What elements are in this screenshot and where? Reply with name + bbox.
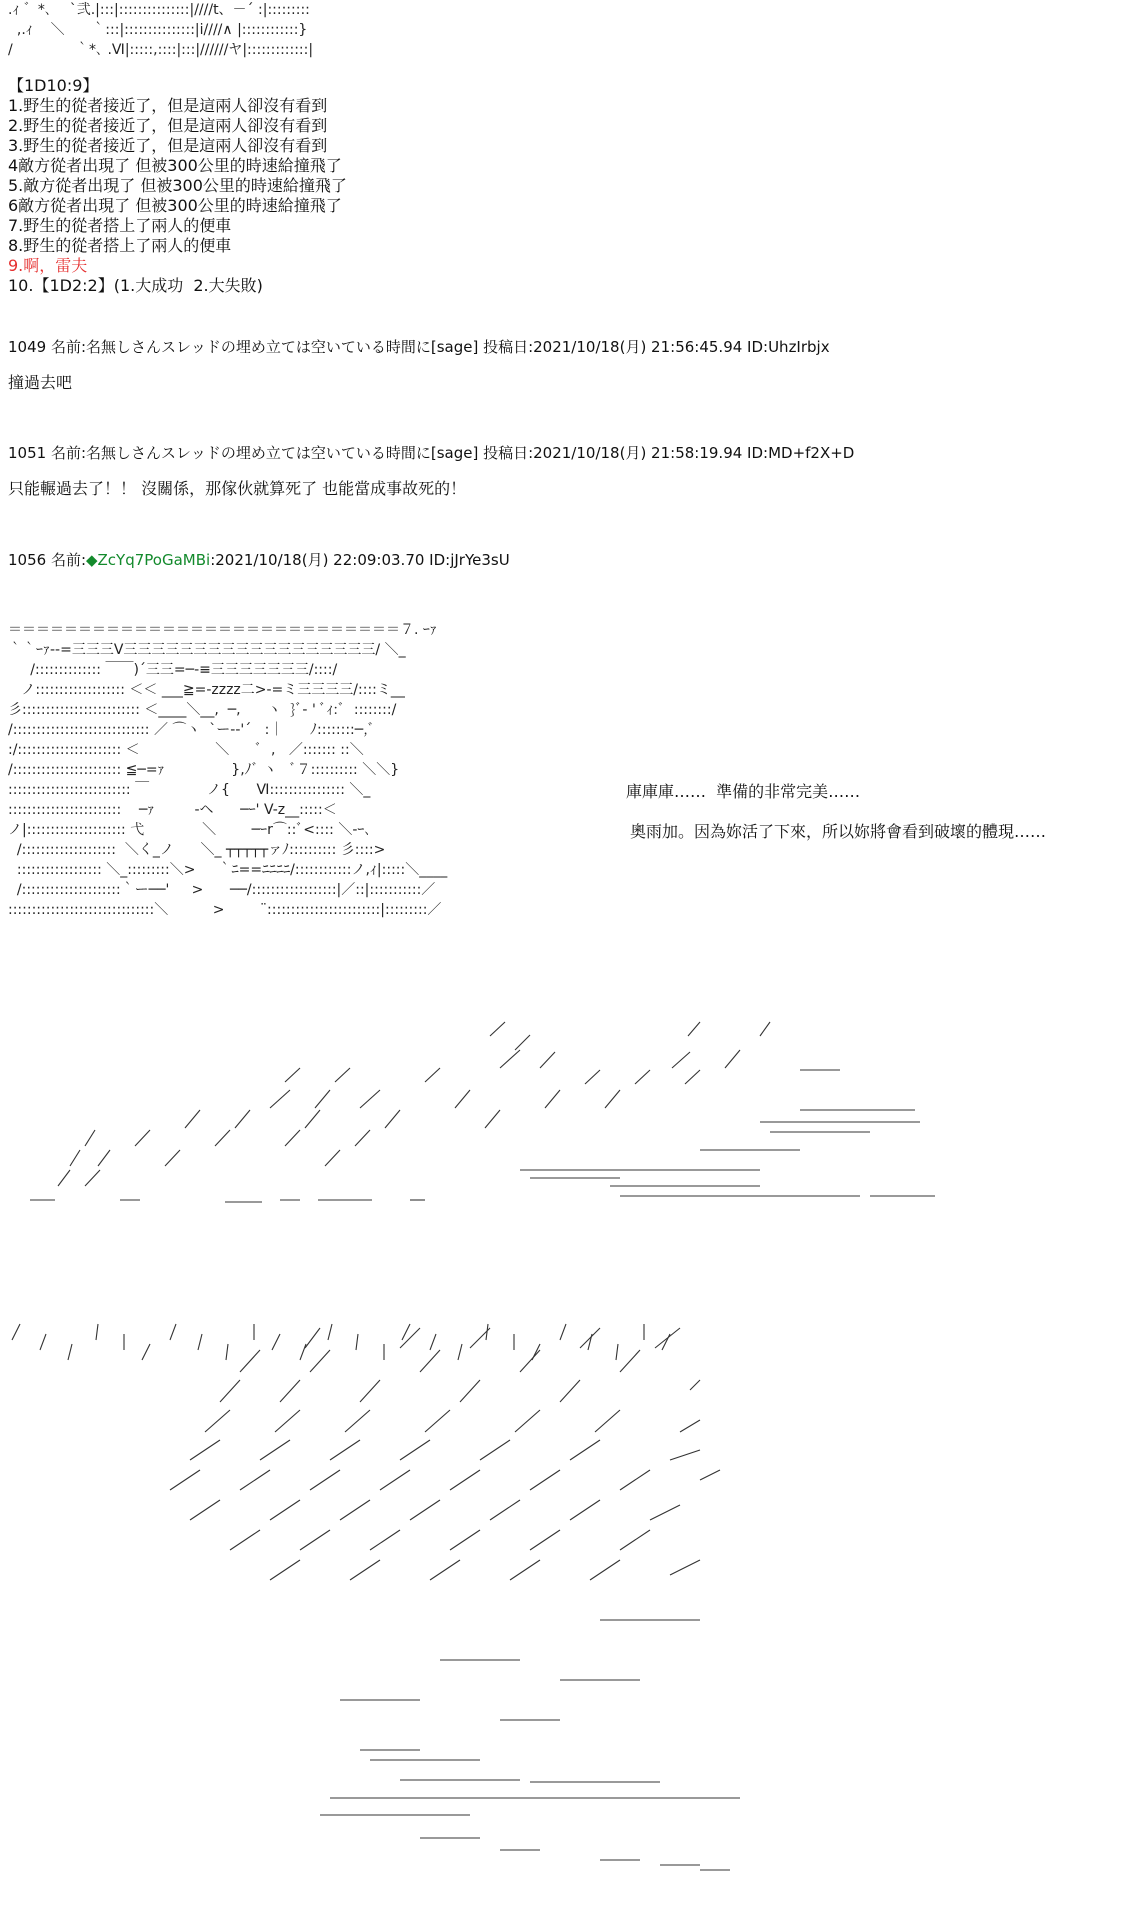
- burst-stroke: [490, 1500, 520, 1520]
- header-art-line: / ｀*､ .Ⅵ|:::::,::::|:::|//////ヤ|:::::::::::::|: [8, 42, 314, 58]
- post-date-id: :2021/10/18(月) 22:09:03.70 ID:jJrYe3sU: [210, 551, 510, 569]
- speech-line: 奧雨加。因為妳活了下來，所以妳將會看到破壞的體現……: [630, 822, 1047, 841]
- scene-art-line: :::::::::::::::::::::::: ─ｧ -ヘ ─ｰ' V-z__:::::＜: [8, 802, 337, 818]
- speed-stroke: [635, 1070, 650, 1084]
- burst-stroke: [12, 1324, 20, 1340]
- burst-stroke: [170, 1470, 200, 1490]
- dice-roll-list: [8, 76, 347, 296]
- burst-stroke: [360, 1380, 380, 1402]
- burst-stroke: [670, 1560, 700, 1575]
- speed-stroke: [185, 1110, 200, 1128]
- speech-line: 庫庫庫…… 準備的非常完美……: [626, 782, 861, 801]
- speed-stroke: [165, 1150, 180, 1166]
- speed-stroke: [540, 1052, 555, 1068]
- burst-stroke: [595, 1410, 620, 1432]
- burst-stroke: [400, 1440, 430, 1460]
- burst-stroke: [68, 1344, 72, 1360]
- speed-stroke: [385, 1110, 400, 1128]
- burst-stroke: [580, 1328, 600, 1348]
- scene-art-line: ノ::::::::::::::::::: ＜＜ ___≧=-zzzz二>-=ミ三三三三/::::ミ__: [8, 682, 405, 698]
- scene-art-line: :::::::::::::::::::::::::::::::＼ > ¨::::::::::::::::::::::::|:::::::::／: [8, 902, 442, 918]
- speed-stroke: [688, 1022, 700, 1036]
- trip-code: ◆ZcYq7PoGaMBi: [86, 551, 211, 569]
- speed-stroke: [285, 1068, 300, 1082]
- burst-stroke: [170, 1324, 176, 1340]
- burst-stroke: [230, 1530, 260, 1550]
- burst-stroke: [458, 1344, 462, 1360]
- speed-stroke: [605, 1090, 620, 1108]
- burst-stroke: [220, 1380, 240, 1402]
- speed-stroke: [85, 1170, 100, 1186]
- scene-art-line: /:::::::::::::: ￣￣)´三三=─‐≡三三三三三三三/::::/: [8, 662, 338, 678]
- burst-stroke: [205, 1410, 230, 1432]
- scene-art-line: :/:::::::::::::::::::::: ＜ ＼ ﾞ , ／::::::: ::＼: [8, 742, 364, 758]
- burst-stroke: [330, 1440, 360, 1460]
- roll-option-selected: 9.啊，雷夫: [8, 256, 88, 275]
- burst-stroke: [190, 1440, 220, 1460]
- burst-stroke: [690, 1380, 700, 1390]
- burst-stroke: [530, 1530, 560, 1550]
- burst-stroke: [340, 1500, 370, 1520]
- burst-stroke: [450, 1530, 480, 1550]
- speed-stroke: [325, 1150, 340, 1166]
- speed-stroke: [455, 1090, 470, 1108]
- burst-stroke: [260, 1440, 290, 1460]
- speed-stroke: [58, 1170, 70, 1186]
- speed-stroke: [85, 1130, 95, 1146]
- roll-option: 1.野生的從者接近了，但是這兩人卻沒有看到: [8, 96, 328, 115]
- roll-option: 7.野生的從者搭上了兩人的便車: [8, 216, 232, 235]
- scene-art-line: /:::::::::::::::::::::｀ー──' > ──/::::::::::::::::::|／::|:::::::::::／: [8, 882, 436, 898]
- burst-stroke: [380, 1470, 410, 1490]
- burst-stroke: [300, 1530, 330, 1550]
- burst-stroke: [480, 1440, 510, 1460]
- burst-stroke: [560, 1380, 580, 1402]
- speed-stroke: [355, 1130, 370, 1146]
- burst-stroke: [240, 1350, 260, 1372]
- burst-stroke: [560, 1324, 566, 1340]
- burst-stroke: [460, 1380, 480, 1402]
- speed-stroke: [305, 1110, 320, 1128]
- scene-art-line: ノ|::::::::::::::::::::: 弋 ＼ ─ｰr⌒::ﾞ<:::: ＼-ｰ､: [8, 822, 372, 838]
- burst-stroke: [650, 1505, 680, 1520]
- roll-option: 4敵方從者出現了 但被300公里的時速給撞飛了: [8, 156, 342, 175]
- header-art-line: ,.ｨ ＼ ｀:::|:::::::::::::::|i////∧ |::::::::::::}: [8, 22, 308, 38]
- burst-stroke: [620, 1470, 650, 1490]
- speed-stroke: [500, 1050, 520, 1068]
- burst-stroke: [425, 1410, 450, 1432]
- speed-stroke: [215, 1130, 230, 1146]
- burst-stroke: [402, 1324, 410, 1340]
- speed-stroke: [545, 1090, 560, 1108]
- burst-stroke: [40, 1334, 46, 1350]
- speed-stroke: [285, 1130, 300, 1146]
- burst-stroke: [275, 1410, 300, 1432]
- burst-stroke: [530, 1470, 560, 1490]
- burst-stroke: [620, 1530, 650, 1550]
- speed-stroke: [315, 1090, 330, 1108]
- burst-stroke: [520, 1350, 540, 1372]
- speed-stroke: [70, 1150, 80, 1166]
- burst-stroke: [470, 1328, 490, 1348]
- burst-stroke: [240, 1470, 270, 1490]
- speed-stroke: [135, 1130, 150, 1146]
- speed-stroke: [485, 1110, 500, 1128]
- burst-stroke: [655, 1328, 680, 1348]
- roll-option: 6敵方從者出現了 但被300公里的時速給撞飛了: [8, 196, 342, 215]
- burst-stroke: [616, 1344, 618, 1360]
- roll-option: 10.【1D2:2】(1.大成功 2.大失敗): [8, 276, 263, 295]
- burst-stroke: [280, 1380, 300, 1402]
- speed-stroke: [585, 1070, 600, 1084]
- speed-stroke: [335, 1068, 350, 1082]
- post-number-label: 1056 名前:: [8, 551, 86, 569]
- roll-option: 5.敵方從者出現了 但被300公里的時速給撞飛了: [8, 176, 347, 195]
- header-ascii-art: [8, 0, 313, 60]
- burst-stroke: [198, 1334, 202, 1350]
- post-body: 只能輾過去了！！ 沒關係，那傢伙就算死了 也能當成事故死的！: [8, 479, 467, 498]
- burst-stroke: [570, 1440, 600, 1460]
- roll-option: 8.野生的從者搭上了兩人的便車: [8, 236, 232, 255]
- scene-art-line: /::::::::::::::::::::::::::::: ／ ⌒ヽ `ー-‐'´ :｜ ﾉ::::::::─,ﾞ: [8, 722, 375, 738]
- burst-stroke: [226, 1344, 228, 1360]
- burst-stroke: [430, 1334, 436, 1350]
- speed-stroke: [490, 1022, 505, 1036]
- scene-art-line: 彡::::::::::::::::::::::::: ＜____＼__, ─, ヽ }ﾞ- ' ﾞｨ:ﾞ ::::::::/: [8, 702, 397, 718]
- burst-stroke: [370, 1530, 400, 1550]
- scene-art-line: :::::::::::::::::: ＼_:::::::::＼> ｀ﾆ==ﾆﾆﾆﾆ/::::::::::::ノ,ｨ|:::::＼____: [8, 862, 448, 878]
- scene-art-line: :::::::::::::::::::::::::: ￣ ノ{ Ⅵ:::::::::::::::: ＼_: [8, 782, 371, 798]
- burst-stroke: [570, 1500, 600, 1520]
- speed-stroke: [515, 1035, 530, 1050]
- burst-lines-art: [0, 1320, 1143, 1880]
- burst-stroke: [310, 1470, 340, 1490]
- dice-roll-title: 【1D10:9】: [8, 76, 99, 95]
- burst-stroke: [270, 1560, 300, 1580]
- speed-stroke: [685, 1070, 700, 1084]
- burst-stroke: [305, 1328, 320, 1348]
- burst-stroke: [590, 1560, 620, 1580]
- burst-stroke: [670, 1450, 700, 1460]
- burst-stroke: [510, 1560, 540, 1580]
- roll-option: 3.野生的從者接近了，但是這兩人卻沒有看到: [8, 136, 328, 155]
- burst-stroke: [272, 1334, 280, 1350]
- burst-stroke: [515, 1410, 540, 1432]
- burst-stroke: [345, 1410, 370, 1432]
- scene-art-line: /:::::::::::::::::::: ＼く_ノ ＼_ ┬┬┬┬┬ァﾉ:::::::::: 彡::::>: [8, 842, 386, 858]
- burst-stroke: [270, 1500, 300, 1520]
- header-art-line: .ｨ ゛*､ `弐.|:::|:::::::::::::::|////t、－´ :|:::::::::: [8, 2, 310, 18]
- post-header: [8, 550, 510, 570]
- burst-stroke: [680, 1420, 700, 1432]
- speed-stroke: [360, 1090, 380, 1108]
- post-header: 1051 名前:名無しさんスレッドの埋め立ては空いている時間に[sage] 投稿日:2021/10/18(月) 21:58:19.94 ID:MD+f2X+D: [8, 444, 855, 462]
- scene-art-line: /::::::::::::::::::::::: ≦─=ｧ },ﾉﾞ ヽ ﾞ７:::::::::: ＼＼}: [8, 762, 400, 778]
- burst-stroke: [356, 1334, 358, 1350]
- burst-stroke: [410, 1500, 440, 1520]
- burst-stroke: [328, 1324, 332, 1340]
- burst-stroke: [300, 1344, 306, 1360]
- burst-stroke: [420, 1350, 440, 1372]
- burst-stroke: [620, 1350, 640, 1372]
- burst-stroke: [96, 1324, 98, 1340]
- scene-ascii-art: [8, 620, 447, 920]
- roll-option: 2.野生的從者接近了，但是這兩人卻沒有看到: [8, 116, 328, 135]
- speed-stroke: [98, 1150, 110, 1166]
- burst-stroke: [310, 1350, 330, 1372]
- burst-stroke: [190, 1500, 220, 1520]
- burst-stroke: [142, 1344, 150, 1360]
- speed-stroke: [270, 1090, 290, 1108]
- burst-stroke: [350, 1560, 380, 1580]
- speed-stroke: [235, 1110, 250, 1128]
- post-body: 撞過去吧: [8, 373, 73, 392]
- speed-stroke: [425, 1068, 440, 1082]
- speed-lines-art: [0, 1010, 1143, 1250]
- burst-stroke: [700, 1470, 720, 1480]
- scene-art-line: ＝＝＝＝＝＝＝＝＝＝＝＝＝＝＝＝＝＝＝＝＝＝＝＝＝＝＝＝７. ｰｧ: [8, 622, 437, 638]
- speed-stroke: [672, 1052, 690, 1068]
- speed-stroke: [760, 1022, 770, 1036]
- burst-stroke: [430, 1560, 460, 1580]
- burst-stroke: [450, 1470, 480, 1490]
- speed-stroke: [725, 1050, 740, 1068]
- post-header: 1049 名前:名無しさんスレッドの埋め立ては空いている時間に[sage] 投稿日:2021/10/18(月) 21:56:45.94 ID:UhzIrbjx: [8, 338, 830, 356]
- scene-art-line: ｀｀ｰｧ-‐=三三三V三三三三三三三三三三三三三三三三三三/ ＼_: [8, 642, 406, 658]
